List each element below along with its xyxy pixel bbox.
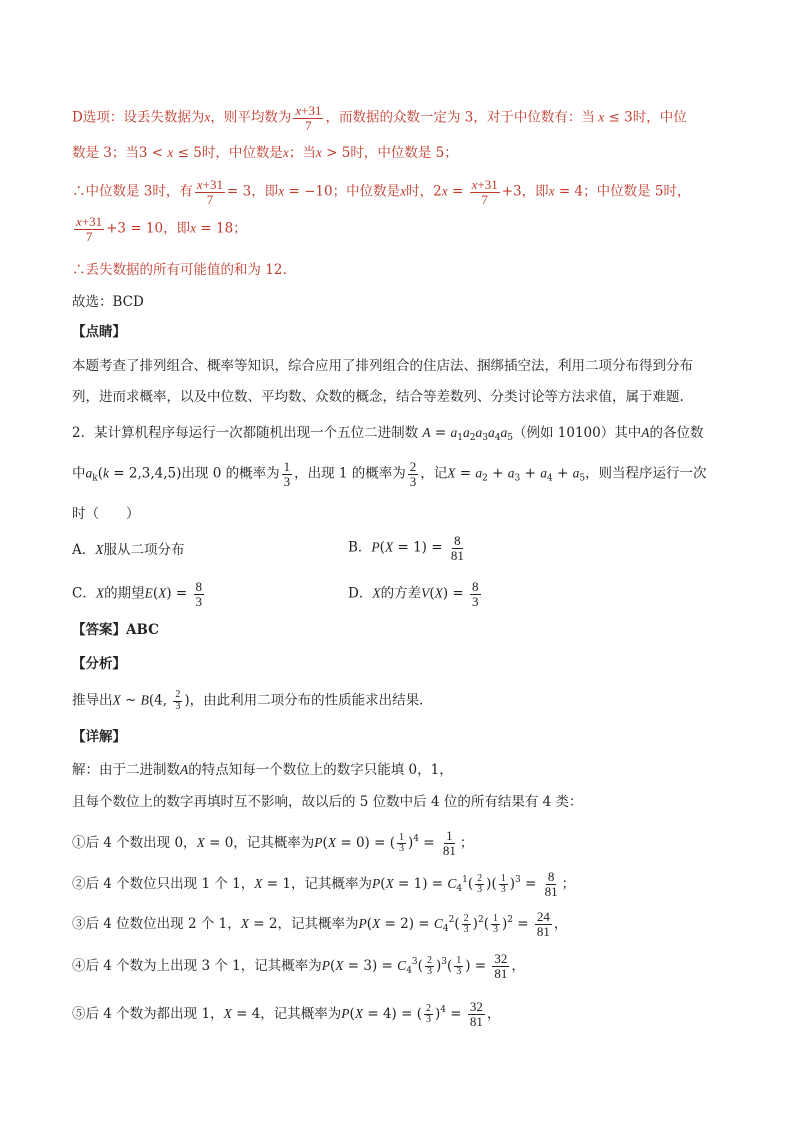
detail-line2: 且每个数位上的数字再填时互不影响，故以后的 5 位数中后 4 位的所有结果有 4 类： <box>72 794 583 810</box>
text: D选项：设丢失数据为 <box>72 109 205 126</box>
solution-d-line4: $\frac{x+31}{7}$ +3 = 10，即x = 18； <box>76 214 247 244</box>
detail-line1: 解：由于二进制数A的特点知每一个数位上的数字只能填 0，1， <box>72 762 453 778</box>
text: ∴中位数是 3时，有 <box>72 183 193 200</box>
case-5: ⑤后 4 个数为都出现 1，X = 4，记其概率为P(X = 4) = ( $\frac{2}{3}$ )$^4$ = $\frac{32}{81}$ ， <box>72 999 501 1029</box>
text: ，而数据的众数一定为 3，对于中位数有：当 <box>325 109 595 126</box>
text: ； <box>233 220 247 237</box>
solution-answer: 故选：BCD <box>72 294 144 310</box>
solution-d-line3: ∴中位数是 3时，有 $\frac{x+31}{7}$ = 3，即x = −10；中位数是x时，2x = $\frac{x+31}{7}$ +3，即x = 4；中位数是 5时， <box>72 177 691 207</box>
comment-para2: 列，进而求概率，以及中位数、平均数、众数的概念，结合等差数列、分类讨论等方法求值，属于难题. <box>72 389 684 405</box>
text: 时， <box>406 183 434 200</box>
solution-d-conclusion: ∴丢失数据的所有可能值的和为 12. <box>72 262 287 278</box>
solution-d-line2: 数是 3；当3 < x ≤ 5时，中位数是x；当x > 5时，中位数是 5； <box>72 145 458 161</box>
text: ，由此利用二项分布的性质能求出结果． <box>189 692 433 709</box>
text: ，即 <box>521 183 549 200</box>
case-4: ④后 4 个数为上出现 3 个 1，记其概率为$P(X = 3) = C_4^3$( $\frac{2}{3}$ )$^3$( $\frac{1}{3}$ ) = $\frac{32}{81}$ ， <box>72 951 525 981</box>
case-2: ②后 4 个数位只出现 1 个 1，X = 1，记其概率为$P(X = 1) = C_4^1$( $\frac{2}{3}$ )( $\frac{1}{3}$ )$^3$ = $\frac{8}{81}$ ； <box>72 869 576 899</box>
solution-d-line1: D选项：设丢失数据为x，则平均数为 $\frac{x+31}{7}$ ，而数据的众数一定为 3，对于中位数有：当 x ≤ 3时，中位 <box>72 103 687 133</box>
text: ①后 4 个数出现 0， <box>72 835 197 851</box>
question2-line2: 中$a_k(k = 2,3,4,5)$出现 0 的概率为 $\frac{1}{3}$ ，出现 1 的概率为 $\frac{2}{3}$ ，记$X = a_2 + a_3 + a_4 + a_5$，则当程序运行一次 <box>72 459 707 489</box>
text: ，记其概率为 <box>290 876 372 892</box>
text: 时，中位数是 <box>201 145 283 161</box>
option-text: 的期望 <box>104 585 145 602</box>
text: ④后 4 个数为上出现 3 个 1，记其概率为 <box>72 958 322 974</box>
text: 时，中位数是 5； <box>350 145 458 161</box>
analysis-header: 【分析】 <box>72 656 126 672</box>
text: ，记其概率为 <box>233 835 315 851</box>
option-a: A．X服从二项分布 <box>72 542 185 558</box>
text: ，则当程序运行一次 <box>585 465 707 482</box>
option-label: C． <box>72 585 96 602</box>
detail-header: 【详解】 <box>72 729 126 745</box>
text: 出现 0 的概率为 <box>181 465 280 482</box>
text: 的各位数 <box>649 425 704 441</box>
text: ，记其概率为 <box>277 916 359 932</box>
option-label: D． <box>348 585 373 602</box>
text: 数是 3；当 <box>72 145 139 161</box>
option-text: 的方差 <box>380 585 422 602</box>
text: 解：由于二进制数 <box>72 762 180 778</box>
case-3: ③后 4 位数位出现 2 个 1，X = 2，记其概率为$P(X = 2) = C_4^2$( $\frac{2}{3}$ )$^2$( $\frac{1}{3}$ )$^2$ = $\frac{24}{81}$ ， <box>72 909 568 939</box>
case-1: ①后 4 个数出现 0，X = 0，记其概率为P(X = 0) = ( $\frac{1}{3}$ )$^4$ = $\frac{1}{81}$ ； <box>72 828 474 858</box>
text: 中 <box>72 465 86 482</box>
analysis-text: 推导出X ~ B(4, $\frac{2}{3}$ )，由此利用二项分布的性质能求出结果． <box>72 689 433 712</box>
answer-label: 【答案】ABC <box>72 622 159 638</box>
text: 的特点知每一个数位上的数字只能填 0，1， <box>188 762 453 778</box>
option-b: B．P(X = 1) = $\frac{8}{81}$ <box>348 533 464 563</box>
question2-line3: 时（ ） <box>72 506 140 522</box>
text: ；中位数是 5时， <box>583 183 691 200</box>
text: ，则平均数为 <box>210 109 292 126</box>
text: （例如 10100）其中 <box>512 425 642 441</box>
question2-line1: 2．某计算机程序每运行一次都随机出现一个五位二进制数 $A = a_1a_2a_3a_4a_5$（例如 10100）其中A的各位数 <box>72 425 704 443</box>
text: ，即 <box>163 220 191 237</box>
comment-header: 【点睛】 <box>72 324 126 340</box>
text: ，即 <box>251 183 279 200</box>
option-c: C．X的期望E(X) = $\frac{8}{3}$ <box>72 579 203 609</box>
text: ③后 4 位数位出现 2 个 1， <box>72 916 241 932</box>
text: ，记其概率为 <box>260 1006 342 1022</box>
option-label: A． <box>72 542 96 558</box>
text: 推导出 <box>72 692 113 709</box>
comment-para1: 本题考查了排列组合、概率等知识，综合应用了排列组合的住店法、捆绑插空法，利用二项分布得到分布 <box>72 358 693 374</box>
text: ，出现 1 的概率为 <box>294 465 406 482</box>
text: ；当 <box>288 145 316 161</box>
text: 2．某计算机程序每运行一次都随机出现一个五位二进制数 <box>72 425 419 441</box>
text: ，记 <box>420 465 448 482</box>
option-label: B． <box>348 539 372 556</box>
option-text: 服从二项分布 <box>103 542 185 558</box>
text: 时，中位 <box>632 109 687 126</box>
option-d: D．X的方差V(X) = $\frac{8}{3}$ <box>348 579 479 609</box>
text: ；中位数是 <box>332 183 401 200</box>
text: ⑤后 4 个数为都出现 1， <box>72 1006 224 1022</box>
text: ②后 4 个数位只出现 1 个 1， <box>72 876 255 892</box>
